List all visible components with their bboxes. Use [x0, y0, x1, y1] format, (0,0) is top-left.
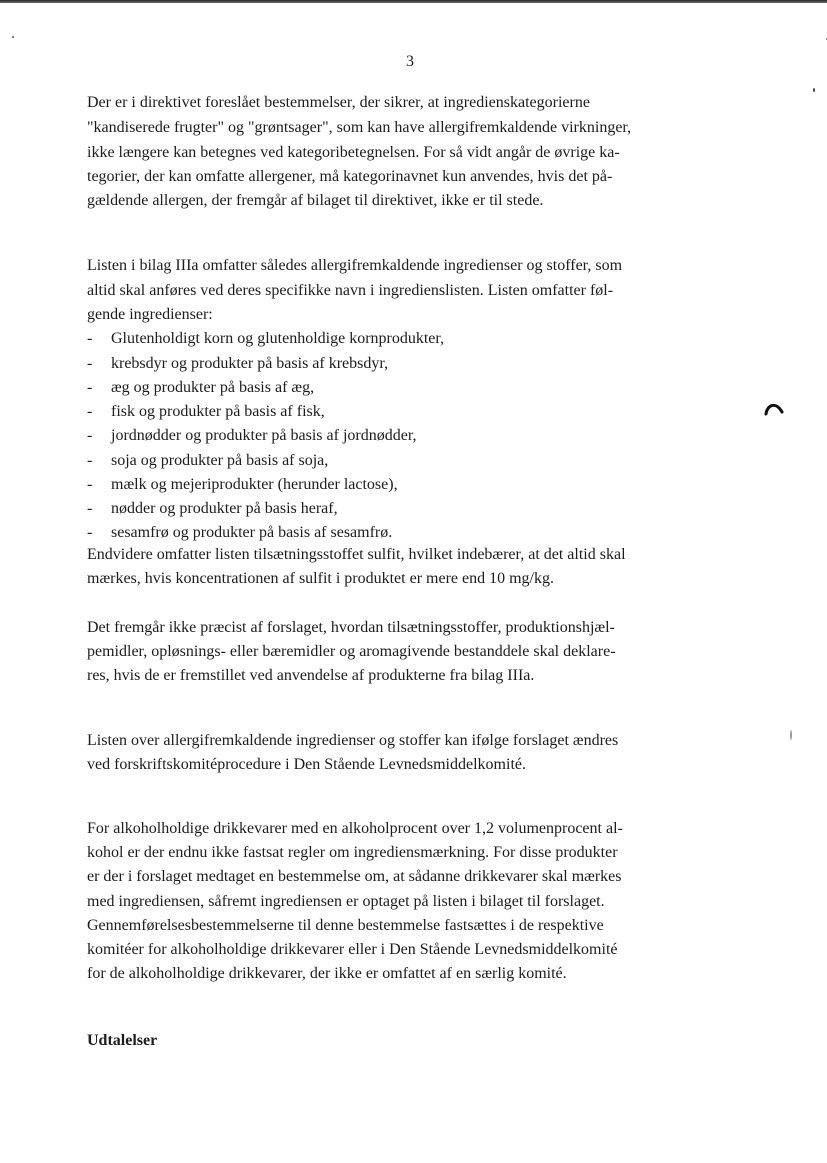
scan-mark-icon [764, 400, 784, 416]
text-line: gende ingredienser: [87, 306, 213, 323]
text-line: er der i forslaget medtaget en bestemmelse om, at sådanne drikkevarer skal mærkes [87, 868, 622, 885]
text-line: kohol er der endnu ikke fastsat regler om ingrediensmærkning. For disse produkter [87, 844, 618, 861]
list-item [87, 451, 328, 471]
list-dash: - [87, 476, 93, 493]
scan-speck [790, 730, 792, 740]
text-line: altid skal anføres ved deres specifikke navn i ingredienslisten. Listen omfatter føl- [87, 282, 614, 299]
list-item-text: soja og produkter på basis af soja, [111, 452, 329, 469]
list-item [87, 499, 338, 519]
list-dash: - [87, 452, 93, 469]
list-item-text: Glutenholdigt korn og glutenholdige kornprodukter, [111, 330, 445, 347]
list-dash: - [87, 403, 93, 420]
list-item-text: mælk og mejeriprodukter (herunder lactose), [111, 476, 398, 493]
list-item-text: krebsdyr og produkter på basis af krebsdyr, [111, 355, 389, 372]
page-number: 3 [406, 53, 414, 70]
text-line: ved forskriftskomitéprocedure i Den Stående Levnedsmiddelkomité. [87, 756, 526, 773]
section-heading: Udtalelser [87, 1032, 158, 1049]
text-line: gældende allergen, der fremgår af bilaget til direktivet, ikke er til stede. [87, 192, 544, 209]
list-item-text: nødder og produkter på basis heraf, [111, 500, 338, 517]
text-line: med ingrediensen, såfremt ingrediensen er optaget på listen i bilaget til forslaget. [87, 893, 605, 910]
list-item [87, 378, 314, 398]
text-line: For alkoholholdige drikkevarer med en alkoholprocent over 1,2 volumenprocent al- [87, 820, 623, 837]
list-dash: - [87, 355, 93, 372]
list-item [87, 426, 417, 446]
text-line: ikke længere kan betegnes ved kategoribetegnelsen. For så vidt angår de øvrige ka- [87, 144, 620, 161]
list-dash: - [87, 379, 93, 396]
list-item-text: fisk og produkter på basis af fisk, [111, 403, 325, 420]
text-line: Listen i bilag IIIa omfatter således allergifremkaldende ingredienser og stoffer, som [87, 257, 623, 274]
list-dash: - [87, 524, 93, 541]
text-line: komitéer for alkoholholdige drikkevarer eller i Den Stående Levnedsmiddelkomité [87, 941, 618, 958]
list-item [87, 354, 388, 374]
text-line: pemidler, opløsnings- eller bæremidler og aromagivende bestanddele skal deklare- [87, 643, 616, 660]
list-item [87, 475, 398, 495]
list-dash: - [87, 330, 93, 347]
text-line: tegorier, der kan omfatte allergener, må kategorinavnet kun anvendes, hvis det på- [87, 168, 613, 185]
text-line: Listen over allergifremkaldende ingredienser og stoffer kan ifølge forslaget ændres [87, 732, 619, 749]
list-item [87, 523, 392, 543]
top-scan-rule [0, 0, 827, 3]
list-item [87, 402, 325, 422]
list-dash: - [87, 500, 93, 517]
list-item [87, 329, 444, 349]
text-line: Det fremgår ikke præcist af forslaget, hvordan tilsætningsstoffer, produktionshjæl- [87, 619, 615, 636]
text-line: Der er i direktivet foreslået bestemmelser, der sikrer, at ingredienskategorierne [87, 94, 590, 111]
list-item-text: æg og produkter på basis af æg, [111, 379, 315, 396]
list-item-text: jordnødder og produkter på basis af jordnødder, [111, 427, 417, 444]
text-line: res, hvis de er fremstillet ved anvendelse af produkterne fra bilag IIIa. [87, 667, 535, 684]
scan-speck [12, 36, 14, 38]
list-item-text: sesamfrø og produkter på basis af sesamfrø. [111, 524, 393, 541]
text-line: "kandiserede frugter" og "grøntsager", som kan have allergifremkaldende virkninger, [87, 119, 632, 136]
text-line: mærkes, hvis koncentrationen af sulfit i produktet er mere end 10 mg/kg. [87, 570, 554, 587]
text-line: for de alkoholholdige drikkevarer, der ikke er omfattet af en særlig komité. [87, 965, 567, 982]
text-line: Endvidere omfatter listen tilsætningsstoffet sulfit, hvilket indebærer, at det altid skal [87, 546, 626, 563]
list-dash: - [87, 427, 93, 444]
text-line: Gennemførelsesbestemmelserne til denne bestemmelse fastsættes i de respektive [87, 917, 604, 934]
scan-speck [813, 88, 815, 92]
